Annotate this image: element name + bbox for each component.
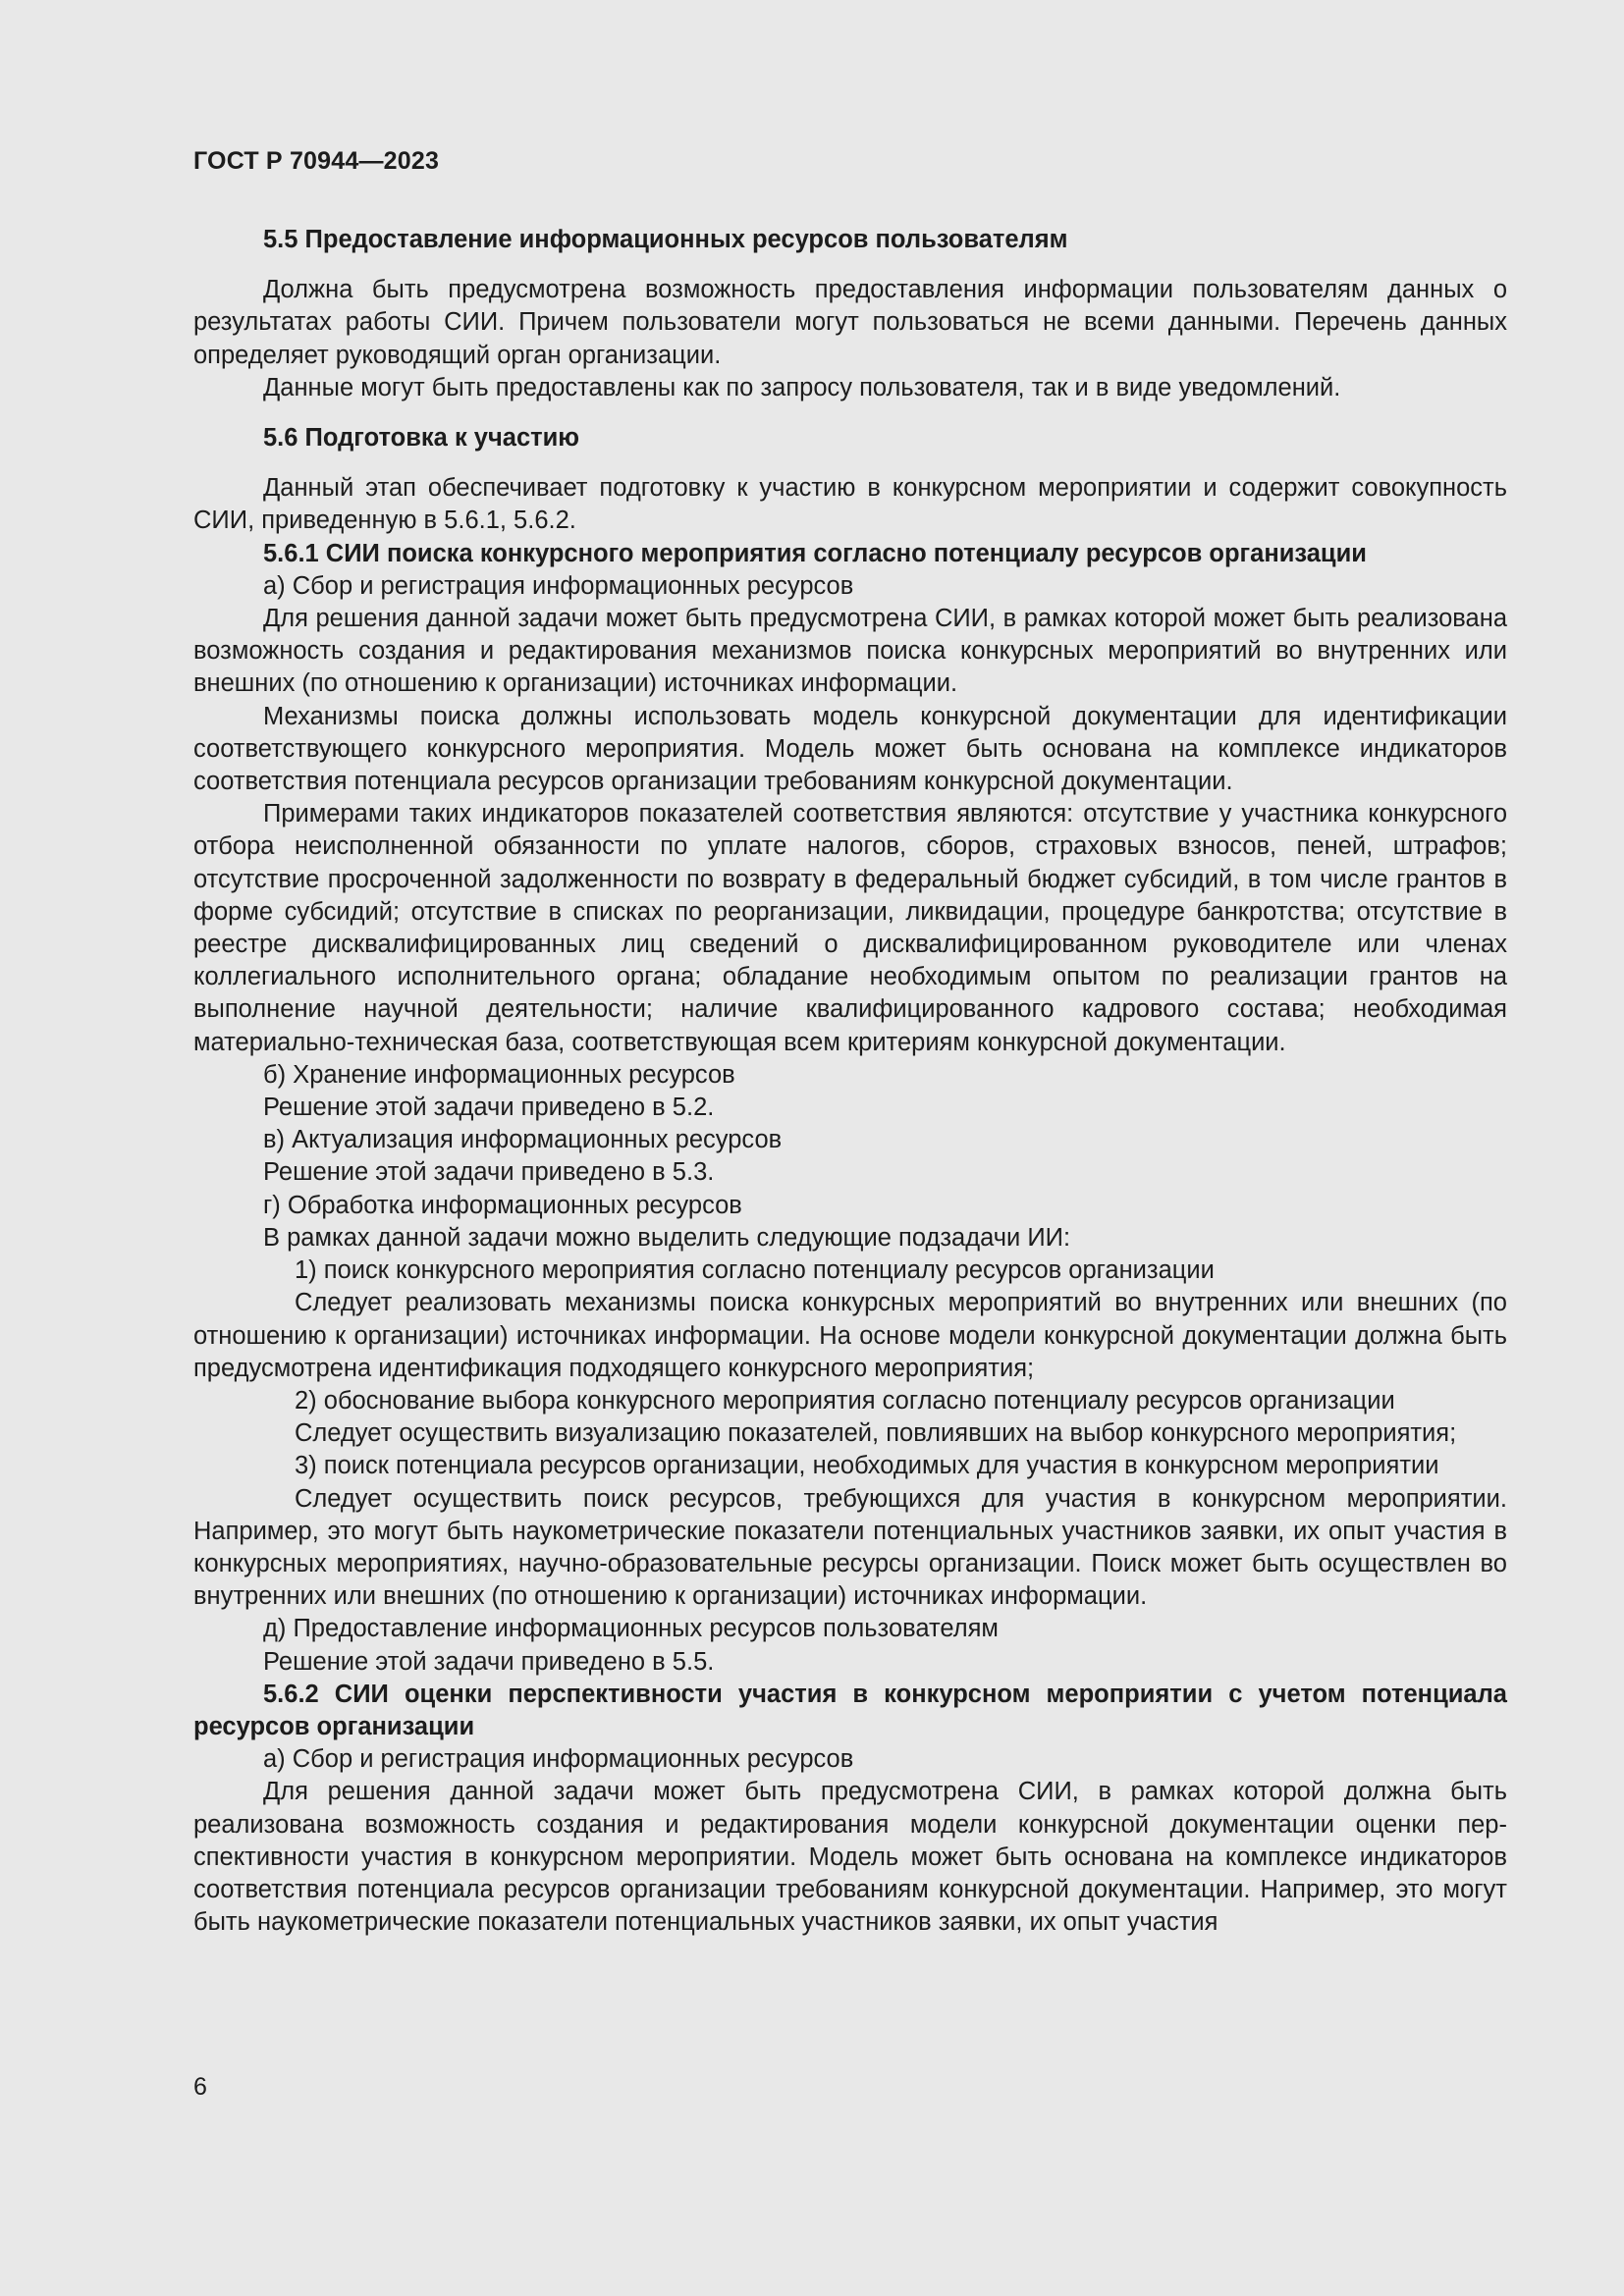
sub-list-item: 2) обоснование выбора конкурсного мероприятия согласно потенциалу ресурсов организации bbox=[295, 1386, 1395, 1415]
list-item: в) Актуализация информационных ресурсов bbox=[263, 1126, 783, 1154]
list-item: а) Сбор и регистрация информационных ресурсов bbox=[263, 1745, 854, 1774]
list-item: а) Сбор и регистрация информационных ресурсов bbox=[263, 571, 854, 600]
paragraph: Должна быть предусмотрена возможность предоставления информации пользователям данных о результатах работы СИИ. Причем пользователи могут пользоваться не всеми данными. Перечень данных определяет руководящий орган организации. bbox=[193, 276, 1507, 369]
paragraph: Следует реализовать механизмы поиска конкурсных мероприятий во внутренних или внешних (по отношению к организации) источниках информации. На основе модели конкурсной документации должна быть предусмотрена идентификация подходящего конкурсного мероприятия; bbox=[193, 1289, 1507, 1382]
sub-list-item: 3) поиск потенциала ресурсов организации, необходимых для участия в конкурсном мероприятии bbox=[295, 1452, 1439, 1480]
document-header: ГОСТ Р 70944—2023 bbox=[193, 147, 440, 175]
page-number: 6 bbox=[193, 2073, 207, 2101]
paragraph: Решение этой задачи приведено в 5.2. bbox=[263, 1094, 715, 1122]
section-heading: 5.6 Подготовка к участию bbox=[263, 424, 580, 453]
paragraph: Решение этой задачи приведено в 5.5. bbox=[263, 1647, 715, 1676]
paragraph: Механизмы поиска должны использовать модель конкурсной документации для идентификации соответствующего конкурсного мероприятия. Модель может быть основана на комплексе индикаторов соответствия потенциала ресурсов организации требованиям конкурсной документации. bbox=[193, 702, 1507, 796]
subsection-heading: 5.6.1 СИИ поиска конкурсного мероприятия согласно потенциалу ресурсов организации bbox=[263, 539, 1367, 567]
list-item: г) Обработка информационных ресурсов bbox=[263, 1191, 742, 1219]
paragraph: Данный этап обеспечивает подготовку к участию в конкурсном мероприятии и содержит совокупность СИИ, приведенную в 5.6.1, 5.6.2. bbox=[193, 474, 1507, 535]
paragraph: Следует осуществить поиск ресурсов, требующихся для участия в конкурсном мероприятии. Например, это могут быть наукометрические показатели потенциальных участников заявки, их опыт участия в конкурсных мероприятиях, научно-образовательные ресурсы организации. Поиск может быть осуществлен во внутренних или внешних (по отношению к организации) источниках информации. bbox=[193, 1484, 1507, 1611]
list-item: д) Предоставление информационных ресурсов пользователям bbox=[263, 1615, 999, 1643]
paragraph: Следует осуществить визуализацию показателей, повлиявших на выбор конкурсного мероприятия; bbox=[295, 1419, 1457, 1448]
section-heading: 5.5 Предоставление информационных ресурсов пользователям bbox=[263, 226, 1068, 253]
subsection-heading: 5.6.2 СИИ оценки перспективности участия в конкурсном мероприятии с учетом потенциала ресурсов организации bbox=[193, 1680, 1507, 1740]
paragraph: В рамках данной задачи можно выделить следующие подзадачи ИИ: bbox=[263, 1223, 1071, 1252]
document-body bbox=[193, 224, 1507, 1939]
sub-list-item: 1) поиск конкурсного мероприятия согласно потенциалу ресурсов организации bbox=[295, 1256, 1215, 1285]
paragraph: Примерами таких индикаторов показателей соответствия являются: отсутствие у участника конкурсного отбора неисполненной обязанности по уплате налогов, сборов, страховых взносов, пеней, штрафов; отсутствие просроченной задолженности по возврату в федеральный бюджет субсидий, в том числе грантов в форме субсидий; отсутствие в списках по реорганизации, ликвидации, процедуре банкротства; отсутствие в реестре дисквалифицированных лиц сведений о дисквалифицированном руководителе или членах коллегиального исполнительного органа; обладание необходимым опытом по реализации грантов на выполнение научной деятельности; наличие квалифицированного кадрового состава; необходимая материально-техническая база, соответствующая всем критериям конкурсной документации. bbox=[193, 800, 1507, 1056]
paragraph: Данные могут быть предоставлены как по запросу пользователя, так и в виде уведомлений. bbox=[263, 373, 1341, 401]
paragraph: Решение этой задачи приведено в 5.3. bbox=[263, 1158, 715, 1187]
paragraph: Для решения данной задачи может быть предусмотрена СИИ, в рамках которой должна быть реализована возможность создания и редактирования модели конкурсной документации оценки перспективности участия в конкурсном мероприятии. Модель может быть основана на комплексе индикаторов соответствия потенциала ресурсов организации требованиям конкурсной документации. Например, это могут быть наукометрические показатели потенциальных участников заявки, их опыт участия bbox=[193, 1778, 1507, 1937]
list-item: б) Хранение информационных ресурсов bbox=[263, 1060, 735, 1089]
paragraph: Для решения данной задачи может быть предусмотрена СИИ, в рамках которой может быть реализована возможность создания и редактирования механизмов поиска конкурсных мероприятий во внутренних или внешних (по отношению к организации) источниках информации. bbox=[193, 605, 1507, 698]
